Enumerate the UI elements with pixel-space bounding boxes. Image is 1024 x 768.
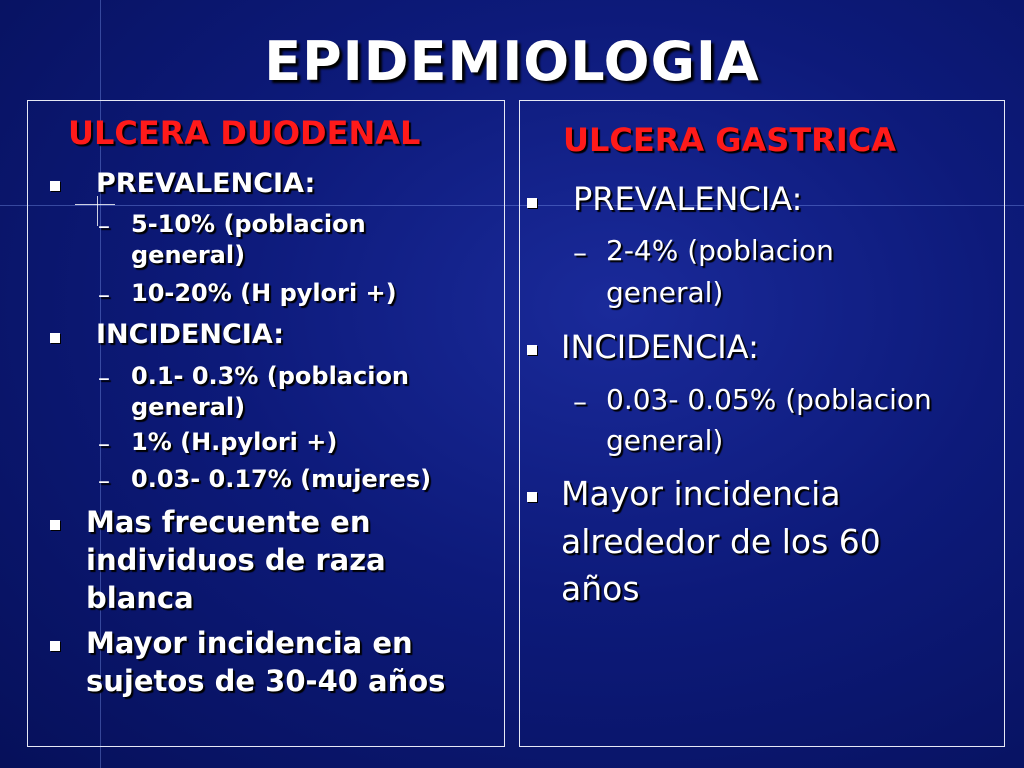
incidencia-general-line1: 0.03- 0.05% (poblacion — [606, 383, 932, 416]
incidencia-label: INCIDENCIA: — [96, 319, 285, 350]
bullet-square-icon — [50, 520, 60, 530]
heading-ulcera-gastrica: ULCERA GASTRICA — [563, 121, 896, 159]
incidencia-general-line2: general) — [606, 424, 724, 457]
raza-blanca-line3: blanca — [86, 581, 194, 615]
prevalencia-general-line1: 5-10% (poblacion — [131, 210, 366, 238]
dash-icon: – — [573, 385, 587, 418]
bullet-square-icon — [50, 641, 60, 651]
incidencia-mujeres: 0.03- 0.17% (mujeres) — [131, 465, 432, 493]
dash-icon: – — [98, 281, 110, 309]
bullet-square-icon — [527, 345, 537, 355]
mayor-incidencia-60-line1: Mayor incidencia — [561, 474, 841, 513]
bullet-square-icon — [50, 333, 60, 343]
raza-blanca-line2: individuos de raza — [86, 543, 386, 577]
incidencia-label: INCIDENCIA: — [561, 328, 759, 366]
bullet-square-icon — [50, 181, 60, 191]
incidencia-hpylori: 1% (H.pylori +) — [131, 428, 338, 456]
heading-ulcera-duodenal: ULCERA DUODENAL — [68, 114, 421, 152]
bullet-square-icon — [527, 492, 537, 502]
dash-icon: – — [98, 467, 110, 495]
dash-icon: – — [98, 430, 110, 458]
dash-icon: – — [573, 236, 587, 269]
prevalencia-label: PREVALENCIA: — [573, 180, 803, 218]
mayor-incidencia-60-line3: años — [561, 569, 640, 608]
dash-icon: – — [98, 364, 110, 392]
raza-blanca-line1: Mas frecuente en — [86, 505, 371, 539]
incidencia-general-line1: 0.1- 0.3% (poblacion — [131, 362, 410, 390]
prevalencia-hpylori: 10-20% (H pylori +) — [131, 279, 397, 307]
bullet-square-icon — [527, 198, 537, 208]
mayor-incidencia-line2: sujetos de 30-40 años — [86, 664, 446, 698]
prevalencia-general-line1: 2-4% (poblacion — [606, 234, 834, 267]
mayor-incidencia-line1: Mayor incidencia en — [86, 626, 413, 660]
incidencia-general-line2: general) — [131, 393, 246, 421]
slide-title: EPIDEMIOLOGIA — [264, 30, 760, 93]
dash-icon: – — [98, 212, 110, 240]
prevalencia-general-line2: general) — [131, 241, 246, 269]
mayor-incidencia-60-line2: alrededor de los 60 — [561, 522, 881, 561]
prevalencia-label: PREVALENCIA: — [96, 168, 316, 199]
prevalencia-general-line2: general) — [606, 276, 724, 309]
